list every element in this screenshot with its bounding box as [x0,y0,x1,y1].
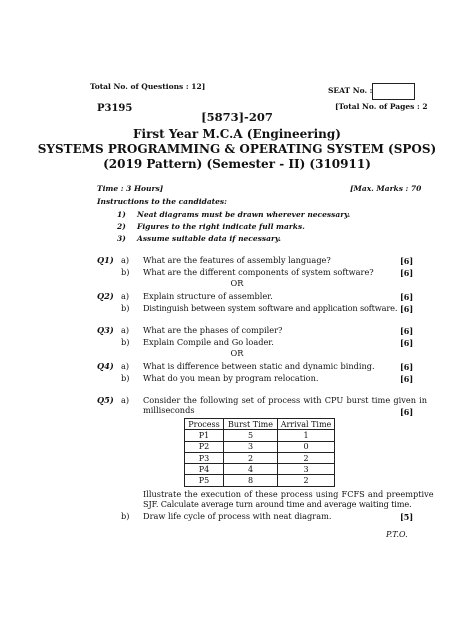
table-cell: 5 [224,430,278,441]
question-number: Q4) [97,361,114,371]
table-row [185,452,335,463]
question-number: Q5) [97,395,114,405]
instruction-text: Figures to the right indicate full marks. [137,222,305,231]
course-title: First Year M.C.A (Engineering) [133,127,341,141]
instruction-text: Assume suitable data if necessary. [137,234,282,243]
table-cell: 4 [224,464,278,475]
part-label: b) [121,267,130,277]
question-text: Illustrate the execution of these process using FCFS and preemptive [143,489,434,499]
part-label: a) [121,255,130,265]
question-text: What are the different components of system software? [143,267,374,277]
question-text: Consider the following set of process with CPU burst time given in [143,395,428,405]
question-text: What are the phases of compiler? [143,325,283,335]
marks: [6] [400,292,414,302]
question-number: Q3) [97,325,114,335]
table-cell: 3 [278,464,335,475]
marks: [6] [400,304,414,314]
instruction-number: 1) [117,210,126,219]
table-cell: P4 [185,464,224,475]
table-row [185,475,335,486]
seat-no-box [372,83,415,100]
table-row [185,430,335,441]
question-text: What is difference between static and dynamic binding. [143,361,375,371]
pto-note: P.T.O. [386,530,408,539]
question-text: What are the features of assembly language? [143,255,331,265]
marks: [6] [400,338,414,348]
part-label: b) [121,303,130,313]
table-row [185,441,335,452]
marks: [6] [400,256,414,266]
pattern-title: (2019 Pattern) (Semester - II) (310911) [103,157,371,171]
question-text: Explain structure of assembler. [143,291,273,301]
table-header-row [185,419,335,430]
question-text: milliseconds [143,405,195,415]
total-questions: Total No. of Questions : 12] [90,82,206,91]
table-cell: P1 [185,430,224,441]
marks: [6] [400,374,414,384]
instruction-text: Neat diagrams must be drawn wherever necessary. [137,210,351,219]
table-header-cell: Arrival Time [278,419,335,430]
part-label: b) [121,337,130,347]
part-label: b) [121,511,130,521]
marks: [6] [400,268,414,278]
marks: [6] [400,362,414,372]
question-text: Draw life cycle of process with neat diagram. [143,511,332,521]
table-cell: 8 [224,475,278,486]
table-cell: P3 [185,452,224,463]
table-header-cell: Burst Time [224,419,278,430]
question-text: Explain Compile and Go loader. [143,337,274,347]
instruction-number: 3) [117,234,126,243]
question-number: Q2) [97,291,114,301]
question-text: Distinguish between system software and application software. [143,303,398,313]
paper-code: P3195 [97,103,133,114]
marks: [6] [400,407,414,417]
instructions-title: Instructions to the candidates: [97,197,227,206]
or-separator: OR [230,278,244,288]
table-cell: P2 [185,441,224,452]
subject-title: SYSTEMS PROGRAMMING & OPERATING SYSTEM (SPOS) [37,142,437,156]
question-text: SJF. Calculate average turn around time and average waiting time. [143,499,412,509]
table-cell: 1 [278,430,335,441]
exam-time: Time : 3 Hours] [97,184,164,193]
table-cell: 2 [278,475,335,486]
marks: [5] [400,512,414,522]
max-marks: [Max. Marks : 70 [350,184,422,193]
part-label: a) [121,291,130,301]
part-label: b) [121,373,130,383]
table-row [185,464,335,475]
total-pages: [Total No. of Pages : 2 [335,102,428,111]
question-text: What do you mean by program relocation. [143,373,319,383]
exam-code: [5873]-207 [201,110,273,124]
table-header-cell: Process [185,419,224,430]
part-label: a) [121,395,130,405]
table-cell: 3 [224,441,278,452]
instruction-number: 2) [117,222,126,231]
seat-no-label: SEAT No. : [328,86,373,95]
table-cell: 0 [278,441,335,452]
process-table [184,418,335,487]
part-label: a) [121,361,130,371]
marks: [6] [400,326,414,336]
or-separator: OR [230,348,244,358]
question-number: Q1) [97,255,114,265]
part-label: a) [121,325,130,335]
table-cell: P5 [185,475,224,486]
table-cell: 2 [224,452,278,463]
table-cell: 2 [278,452,335,463]
